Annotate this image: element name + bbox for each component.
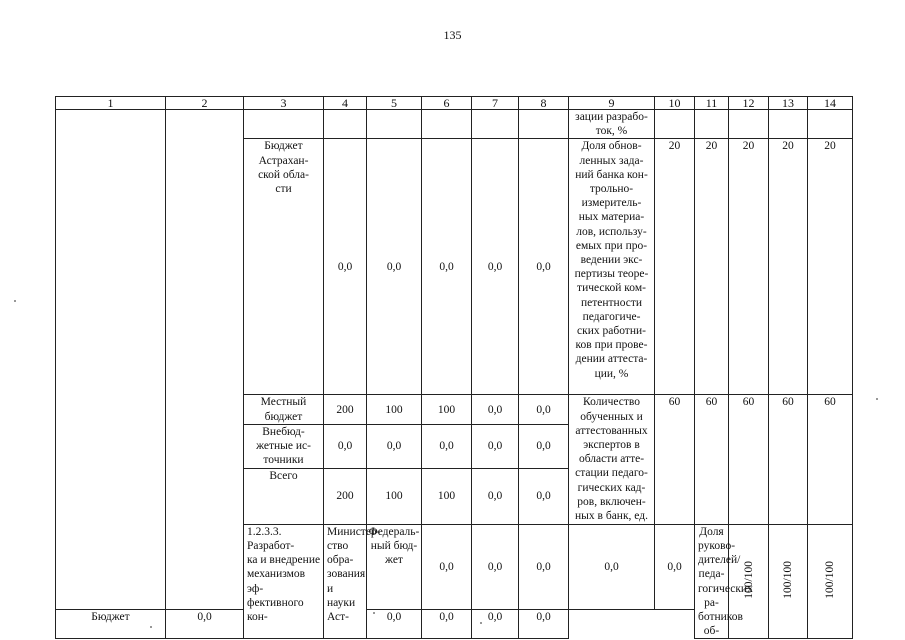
target-value: 100/100	[824, 560, 836, 599]
target-cell: 20	[655, 139, 695, 395]
table-row	[56, 110, 853, 139]
target-cell	[808, 524, 853, 639]
value-cell: 0,0	[367, 139, 422, 395]
scan-speck	[14, 300, 16, 302]
column-number: 11	[695, 97, 729, 110]
target-cell	[808, 110, 853, 139]
target-cell	[769, 524, 808, 639]
column-number: 6	[422, 97, 472, 110]
source-cell: Внебюд- жетные ис- точники	[244, 424, 324, 468]
value-cell: 0,0	[655, 524, 695, 609]
value-cell: 200	[324, 395, 367, 424]
value-cell: 0,0	[166, 609, 244, 639]
indicator-cell: Доля руково- дителей/ педа- гогических ра- ботников об-	[695, 524, 729, 639]
value-cell: 0,0	[519, 424, 569, 468]
target-cell: 20	[695, 139, 729, 395]
page-number: 135	[443, 28, 462, 42]
value-cell: 0,0	[367, 609, 422, 639]
indicator-continued: зации разрабо- ток, %	[569, 110, 655, 139]
column-number: 10	[655, 97, 695, 110]
value-cell: 100	[367, 468, 422, 524]
value-cell: 0,0	[324, 424, 367, 468]
indicator-cell: Количество обученных и аттестованных экспертов в области атте- стации педаго- гических кад- ров, включен- ных в банк, ед.	[569, 395, 655, 524]
value-cell: 0,0	[519, 139, 569, 395]
target-cell: 60	[655, 395, 695, 524]
value-cell: 0,0	[422, 424, 472, 468]
column-number: 12	[729, 97, 769, 110]
value-cell: 0,0	[472, 609, 519, 639]
scan-speck	[373, 612, 375, 614]
target-cell: 20	[729, 139, 769, 395]
scan-speck	[480, 622, 482, 624]
target-cell	[769, 110, 808, 139]
value-cell: 0,0	[472, 468, 519, 524]
column-number: 9	[569, 97, 655, 110]
source-cell: Местный бюджет	[244, 395, 324, 424]
target-cell: 60	[808, 395, 853, 524]
column-number: 13	[769, 97, 808, 110]
target-cell	[695, 110, 729, 139]
source-cell	[244, 110, 324, 139]
value-cell	[324, 110, 367, 139]
value-cell: 200	[324, 468, 367, 524]
column-number: 14	[808, 97, 853, 110]
value-cell: 0,0	[569, 524, 655, 609]
value-cell: 0,0	[367, 424, 422, 468]
value-cell: 100	[422, 395, 472, 424]
target-cell: 20	[808, 139, 853, 395]
value-cell: 0,0	[472, 524, 519, 609]
value-cell: 0,0	[422, 609, 472, 639]
column-number: 4	[324, 97, 367, 110]
value-cell: 0,0	[519, 395, 569, 424]
source-cell: Федераль- ный бюд- жет	[367, 524, 422, 609]
executor-cell-empty	[166, 110, 244, 610]
value-cell: 0,0	[519, 468, 569, 524]
activity-cell: 1.2.3.3. Разработ- ка и внедрение механизмов эф- фективного кон-	[244, 524, 324, 639]
value-cell	[519, 110, 569, 139]
target-cell: 60	[769, 395, 808, 524]
column-number: 1	[56, 97, 166, 110]
data-table	[55, 96, 853, 639]
executor-cell: Министер- ство обра- зования и науки Аст-	[324, 524, 367, 639]
target-cell	[655, 110, 695, 139]
scan-speck	[150, 626, 152, 628]
value-cell: 0,0	[519, 609, 569, 639]
activity-cell-empty	[56, 110, 166, 610]
value-cell	[422, 110, 472, 139]
column-number: 8	[519, 97, 569, 110]
target-value: 100/100	[782, 560, 794, 599]
value-cell: 0,0	[472, 139, 519, 395]
value-cell: 100	[367, 395, 422, 424]
value-cell: 0,0	[422, 524, 472, 609]
column-number: 5	[367, 97, 422, 110]
target-cell: 60	[729, 395, 769, 524]
value-cell	[367, 110, 422, 139]
column-numbers-row	[56, 97, 853, 110]
source-cell: Всего	[244, 468, 324, 524]
source-cell: Бюджет Астрахан- ской обла- сти	[244, 139, 324, 395]
indicator-cell: Доля обнов- ленных зада- ний банка кон- трольно- измеритель- ных материа- лов, использу- емых при про- ведении экс- пертизы теоре- тической ком- петентности педагогиче- ских работни- ков при прове- дении аттеста- ции, %	[569, 139, 655, 395]
value-cell: 0,0	[324, 139, 367, 395]
target-cell	[729, 110, 769, 139]
target-cell: 60	[695, 395, 729, 524]
target-value: 100/100	[742, 560, 755, 599]
value-cell: 0,0	[472, 395, 519, 424]
scan-speck	[876, 398, 878, 400]
value-cell	[472, 110, 519, 139]
value-cell: 0,0	[422, 139, 472, 395]
source-cell: Бюджет	[56, 609, 166, 639]
value-cell: 0,0	[472, 424, 519, 468]
target-cell: 20	[769, 139, 808, 395]
column-number: 2	[166, 97, 244, 110]
column-number: 3	[244, 97, 324, 110]
value-cell: 0,0	[519, 524, 569, 609]
value-cell: 100	[422, 468, 472, 524]
column-number: 7	[472, 97, 519, 110]
